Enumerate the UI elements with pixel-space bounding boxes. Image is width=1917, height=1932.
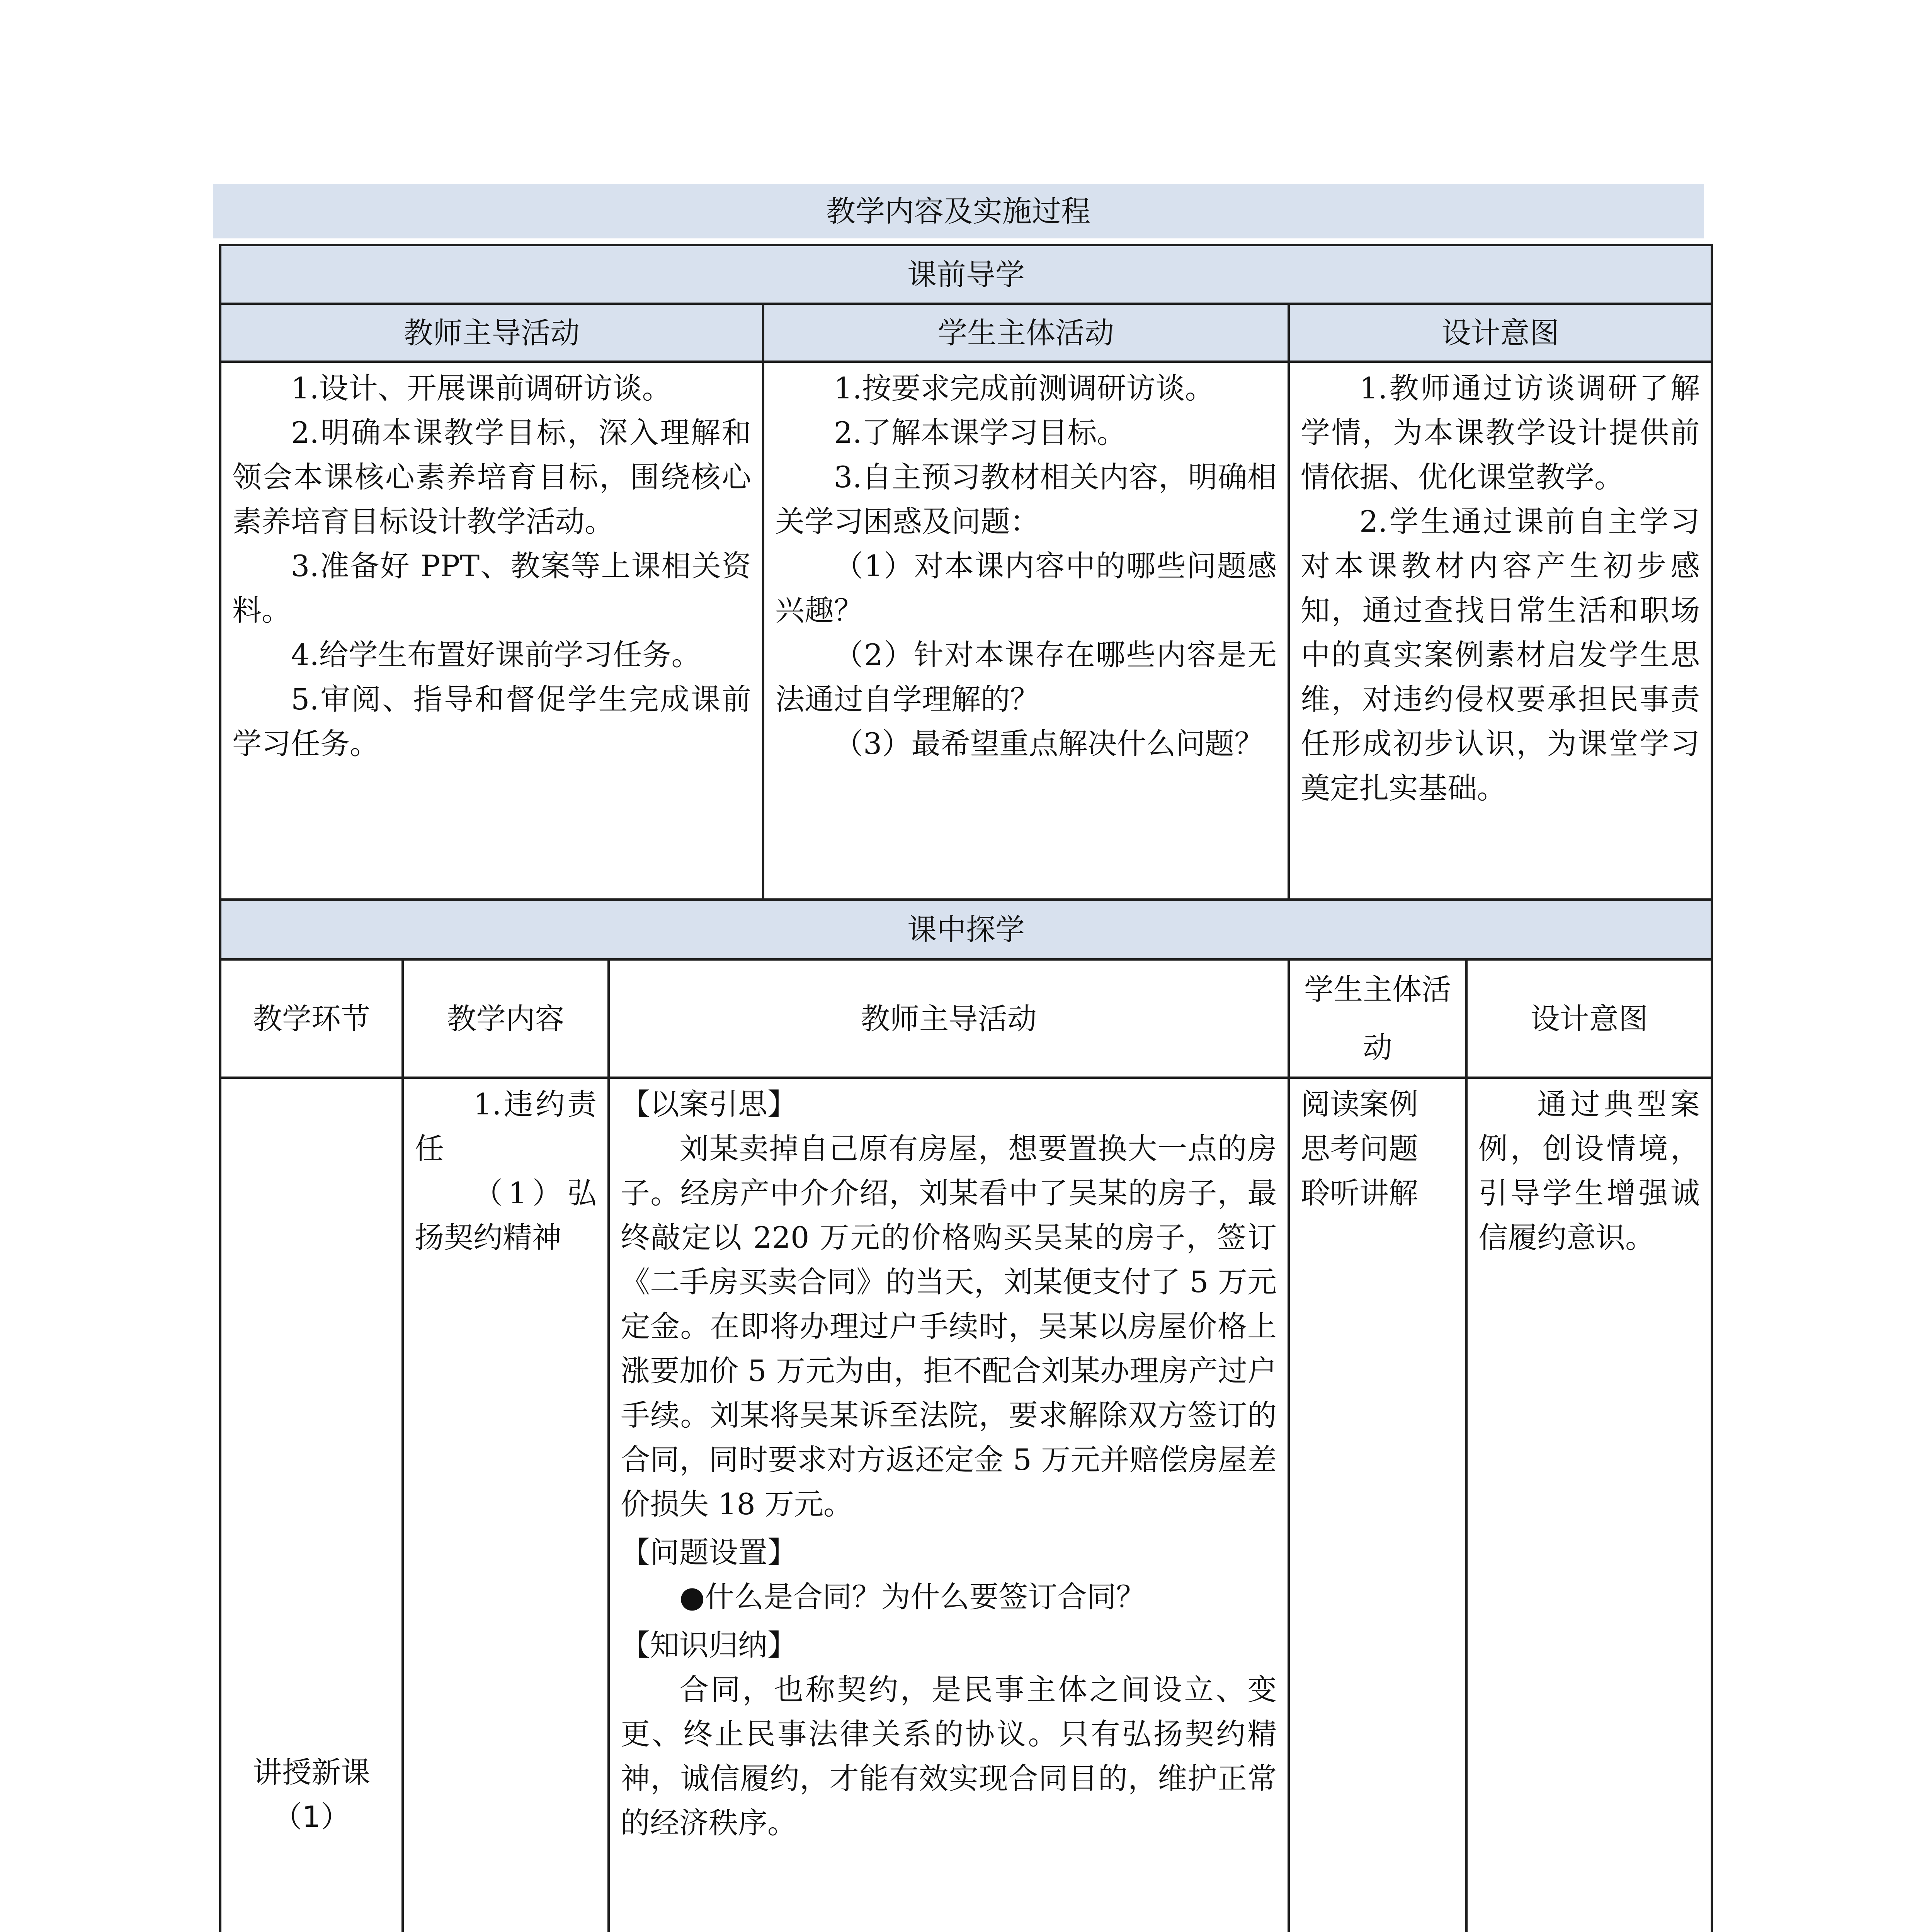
- intent-text: 通过典型案例，创设情境，引导学生增强诚信履约意识。: [1478, 1087, 1700, 1255]
- activity-heading: 【以案引思】: [621, 1087, 797, 1121]
- col-student-activity: 学生主体活动: [763, 304, 1289, 362]
- pre-intent-cell: [1289, 362, 1712, 902]
- pre-intent-item: 1.教师通过访谈调研了解学情，为本课教学设计提供前情依据、优化课堂教学。: [1301, 371, 1700, 494]
- pre-student-item: 2.了解本课学习目标。: [834, 415, 1126, 450]
- in-class-title: 课中探学: [220, 900, 1712, 959]
- student-activity-item: 思考问题: [1301, 1131, 1418, 1166]
- pre-teacher-item: 2.明确本课教学目标，深入理解和领会本课核心素养培育目标，围绕核心素养培育目标设计教学活动。: [232, 415, 751, 539]
- content-subtitle: （1）弘扬契约精神: [415, 1176, 597, 1255]
- col-teaching-stage: 教学环节: [220, 959, 403, 1078]
- pre-teacher-item: 4.给学生布置好课前学习任务。: [291, 638, 701, 672]
- in-class-table: [219, 898, 1713, 1932]
- stage-name: 讲授新课: [253, 1755, 370, 1789]
- pre-teacher-cell: [220, 362, 763, 902]
- pre-student-item: （3）最希望重点解决什么问题？: [834, 726, 1264, 761]
- pre-student-item: 3.自主预习教材相关内容，明确相关学习困惑及问题：: [775, 460, 1277, 539]
- student-activity-item: 阅读案例: [1301, 1087, 1418, 1121]
- activity-paragraph: 刘某卖掉自己原有房屋，想要置换大一点的房子。经房产中介介绍，刘某看中了吴某的房子，最终敲定以 220 万元的价格购买吴某的房子，签订《二手房买卖合同》的当天，刘某便支付了 5 万元定金。在即将办理过户手续时，吴某以房屋价格上涨要加价 5 万元为由，拒不配合刘某办理房产过户手续。刘某将吴某诉至法院，要求解除双方签订的合同，同时要求对方返还定金 5 万元并赔偿房屋差价损失 18 万元。: [621, 1131, 1277, 1521]
- pre-class-table: [219, 244, 1713, 903]
- pre-teacher-item: 5.审阅、指导和督促学生完成课前学习任务。: [232, 682, 751, 761]
- student-activity-cell: [1289, 1078, 1466, 1932]
- col-design-intent: 设计意图: [1289, 304, 1712, 362]
- col-design-intent: 设计意图: [1466, 959, 1712, 1078]
- pre-student-item: （2）针对本课存在哪些内容是无法通过自学理解的？: [775, 638, 1277, 716]
- section-header-teaching-content: 教学内容及实施过程: [213, 184, 1704, 238]
- col-teaching-content: 教学内容: [403, 959, 609, 1078]
- stage-number: （1）: [272, 1799, 350, 1834]
- col-student-activity: 学生主体活动: [1289, 959, 1466, 1078]
- student-activity-item: 聆听讲解: [1301, 1176, 1418, 1210]
- col-teacher-activity: 教师主导活动: [220, 304, 763, 362]
- pre-student-item: （1）对本课内容中的哪些问题感兴趣？: [775, 549, 1277, 628]
- activity-cell: [609, 1078, 1289, 1932]
- pre-student-item: 1.按要求完成前测调研访谈。: [834, 371, 1214, 405]
- stage-cell: [220, 1078, 403, 1932]
- intent-cell: [1466, 1078, 1712, 1932]
- content-title: 1.违约责任: [415, 1087, 597, 1166]
- activity-heading: 【问题设置】: [621, 1535, 797, 1570]
- pre-teacher-item: 3.准备好 PPT、教案等上课相关资料。: [232, 549, 751, 628]
- pre-teacher-item: 1.设计、开展课前调研访谈。: [291, 371, 672, 405]
- activity-paragraph: ●什么是合同？为什么要签订合同？: [679, 1580, 1146, 1614]
- activity-heading: 【知识归纳】: [621, 1628, 797, 1662]
- pre-intent-item: 2.学生通过课前自主学习对本课教材内容产生初步感知，通过查找日常生活和职场中的真实案例素材启发学生思维，对违约侵权要承担民事责任形成初步认识，为课堂学习奠定扎实基础。: [1301, 504, 1700, 805]
- content-cell: [403, 1078, 609, 1932]
- pre-class-title: 课前导学: [220, 245, 1712, 304]
- pre-student-cell: [763, 362, 1289, 902]
- col-teacher-activity: 教师主导活动: [609, 959, 1289, 1078]
- activity-paragraph: 合同，也称契约，是民事主体之间设立、变更、终止民事法律关系的协议。只有弘扬契约精神，诚信履约，才能有效实现合同目的，维护正常的经济秩序。: [621, 1672, 1277, 1840]
